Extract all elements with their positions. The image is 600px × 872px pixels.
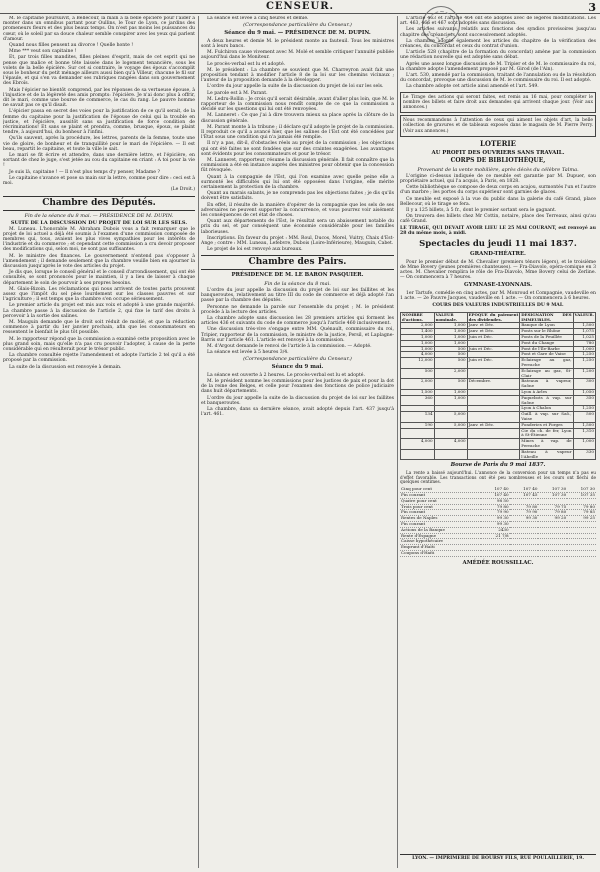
pairs-presidence: PRÉSIDENCE DE M. LE BARON PASQUIER. <box>231 272 364 279</box>
table-cell: Guill. à vap. sur Saô., Vaise <box>521 411 572 421</box>
table-cell: 99 25 <box>567 516 596 522</box>
table-cell: Eclairage au gaz, Perrache <box>521 357 572 367</box>
paragraph: Et, par trois filles mandites, filles pleines d'esprit, mais de cet esprit qui ne pense que malice et bonne tête laissée dans le logement tenancière, sous les volets de la belle épicière. Sur cet si contraire, le voyage des époux s'accomplit sous le bonheur du petit ménage ailleurs aussi bien qu'à Villeur, chacune le fil sur l'épaule, et qui s'en va demander ses rubriques rangées dans son gouvernement des Ebroïs. <box>3 55 195 87</box>
cours-title: COURS DES VALEURS INDUSTRIELLES DU 9 MAI. <box>432 303 564 309</box>
loterie-title: LOTERIE <box>480 138 516 148</box>
paragraph: Il n'y a pas, dit-il, d'obstacles réels au projet de la commission ; les objections qui ont été faites ne sont fondées que sur des craintes exagérées. Les avantages sont évidents pour les consommateurs et pour le trésor. <box>201 141 394 157</box>
table-cell: Juin et Déc. <box>467 335 520 341</box>
section-title-deputes: Chambre des Députés. <box>3 196 195 211</box>
table-cell: 1,310 <box>573 428 595 439</box>
paragraph: Quand nous filles pensent au divorce ! Quelle honte ! <box>9 43 134 49</box>
paragraph: La séance est levée à 5 heures 3/4. <box>207 350 289 356</box>
table-row <box>401 368 596 379</box>
table-cell: 21 7/8 <box>481 533 510 539</box>
column-header: VALEUR. <box>573 312 595 323</box>
table-cell: 1,000 <box>401 335 435 341</box>
paragraph: M. Luneau. L'honorable M. Abraham Dubois vous a fait remarquer que le projet de loi actuel a déjà été soumis à l'examen d'une commission composée de membres qui, tous, avaient les plus vives sympathies pour les intérêts de l'industrie et du commerce ; et cependant cette commission a cru devoir proposer des modifications qui, selon moi, ne sont pas suffisantes. <box>3 226 195 253</box>
paragraph: Le procès-verbal est lu et adopté. <box>207 61 286 67</box>
gymnase-program: 1er Tartufe, comédie en cinq actes, par M. Monroud et Compagnie, vaudeville en 1 acte. — 2e Pauvre Jacques, vaudeville en 1 acte. — On commencera à 6 heures. <box>400 290 596 302</box>
correspondence-note: (Correspondance particulière du Censeur.) <box>243 22 352 29</box>
table-cell: 1,250 <box>573 358 595 369</box>
table-cell: Eclairage au gaz, St-Clair <box>521 367 572 378</box>
paragraph: Personne ne demande la parole sur l'ensemble du projet ; M. le président procède à la lecture des articles. <box>201 304 394 315</box>
paragraph: L'ordre du jour appelle la discussion du projet de loi sur les faillites et les banqueroutes, relativement au titre III du code de commerce et déjà adopté l'an passé par la chambre des députés. <box>201 287 394 304</box>
paragraph: M. le président : La chambre se souvient que M. Charreyron avait fait une proposition tendant à modifier l'article 8 de la loi sur les chemins vicinaux ; l'auteur de la proposition demande à la développer. <box>201 67 394 84</box>
table-row <box>401 439 596 450</box>
table-cell: Lyon à Chalon <box>520 406 573 412</box>
table-cell: 1,000 <box>401 346 435 352</box>
table-cell: 4,000 <box>401 352 435 358</box>
paragraph: Après une assez longue discussion de M. Tripier et de M. le commissaire du roi, la chambre adopte l'amendement proposé par M. Girod (de l'Ain). <box>400 61 596 72</box>
paragraph: La suite de la discussion est renvoyée à demain. <box>9 364 122 370</box>
table-cell: Bateaux à vapeur, Saône <box>521 378 572 389</box>
table-cell: Cinq pour cent <box>400 487 481 492</box>
table-cell: 350 <box>573 395 595 406</box>
table-cell: Ponts sur le Rhône <box>520 329 573 335</box>
table-cell: 1,500 <box>573 323 595 329</box>
table-cell: 1,200 <box>573 368 595 379</box>
paragraph: La chambre adopte cet article ainsi amendé et l'art. 549. <box>406 84 539 90</box>
table-cell: Janv. et Déc. <box>467 329 520 335</box>
notice-box: Le Tirage des actions qui seront faites, est remis au 16 mai, pour compléter le nombre des billets et faire droit aux demandes qui arrivent chaque jour. (Voir aux annonces.) <box>400 92 596 114</box>
table-cell: 79 90 <box>481 510 510 516</box>
table-cell: 300 <box>573 379 595 390</box>
corps-title: CORPS DE BIBLIOTHÈQUE, <box>450 157 546 165</box>
paragraph: Quant aux départements de l'Est, le résultat sera un abaissement notable du prix du sel, et par conséquent une économie considérable pour les familles laborieuses. <box>201 219 394 235</box>
table-cell: 500 <box>434 358 467 369</box>
table-cell: 190 <box>401 422 435 428</box>
table-cell: Pont et Gare de Vaise <box>520 352 573 358</box>
table-cell: 99 30 <box>481 522 510 528</box>
paragraph: Quant au marais salants, je ne comprends pas les objections faites ; je dis qu'ils doivent être satisfaits. <box>201 191 394 202</box>
paragraph: L'ordre du jour appelle la suite de la discussion du projet de loi sur les sels. <box>207 84 384 90</box>
section-title-pairs: Chambre des Pairs. <box>201 255 394 270</box>
table-cell: 500 <box>573 412 595 423</box>
grand-theatre-heading: GRAND-THÉATRE. <box>470 251 526 258</box>
paragraph: Je suis là, capitaine ! — Il n'est plus temps d'y penser, Madame ? <box>9 169 160 175</box>
paragraph: La chambre consultée rejette l'amendement et adopte l'article 2 tel qu'il a été proposé par la commission. <box>3 353 195 364</box>
article-epiciere <box>3 16 195 169</box>
table-cell <box>467 428 520 439</box>
loterie-subtitle: AU PROFIT DES OUVRIERS SANS TRAVAIL. <box>431 149 565 156</box>
table-cell: 4,000 <box>401 439 435 450</box>
paragraph: Le projet de loi est renvoyé aux bureaux. <box>207 247 303 253</box>
table-cell: 1,025 <box>573 335 595 341</box>
table-cell: 107 30 <box>538 493 567 499</box>
table-cell: 98 50 <box>481 498 510 504</box>
table-cell: Pont du Change <box>520 340 573 346</box>
table-cell: 107 40 <box>481 487 510 492</box>
paragraph: L'origine ci-dessus indiquée de ce meuble est garantie par M. Dupuer, son propriétaire actuel, qui l'a acquis, à Paris, en 1828. <box>400 173 596 185</box>
paragraph: Mais l'épicier ne bientôt comprend, par les réponses de sa vertueuse épouse, à l'injustice et de la légèreté des amis prompts: l'épicière. Je n'ai donc plus à offrir, dit le mari, comme une bourse de commerce, le cas du rang. Le pauvre homme ne savait pas ce qu'il disait. <box>3 87 195 109</box>
table-cell: 107 35 <box>567 493 596 499</box>
table-cell: 2,000 <box>401 379 435 390</box>
table-cell: Janv. et Déc. <box>467 422 520 428</box>
seance-heading: Séance du 9 mai. — PRÉSIDENCE DE M. DUPIN. <box>224 30 371 37</box>
table-cell: 500 <box>434 352 467 358</box>
table-cell: 780 <box>573 340 595 346</box>
table-cell <box>434 428 467 439</box>
table-cell: Fin courant <box>400 522 481 528</box>
table-cell <box>538 550 567 556</box>
table-cell: 500 <box>401 368 435 379</box>
table-cell: Coupons d'Haïti <box>400 550 481 556</box>
table-cell: 99 30 <box>510 516 539 522</box>
bourse-title: Bourse de Paris du 9 mai 1837. <box>450 462 546 469</box>
table-cell: Bateau à vapeur l'Abeille <box>521 448 572 459</box>
table-cell: 79 75 <box>538 504 567 510</box>
paragraph: L'art. 530, amendé par la commission, traitant de l'annulation ou de la résolution du concordat, provoque une discussion de M. le commissaire du roi. Il est adopté. <box>400 73 596 84</box>
table-cell: Pont de l'Ile-Barbe <box>520 346 573 352</box>
table-cell: 1,500 <box>401 389 435 395</box>
paragraph: M. Parant monte à la tribune ; il déclare qu'il adopte le projet de la commission. Il reproduit ce qu'il a avancé hier, que les salines de l'Est ont été concédées par l'État sous une condition qui n'a jamais été remplie. <box>201 124 394 141</box>
table-row <box>401 379 596 390</box>
paragraph: La chambre adopte également les articles du chapitre de la vérification des créances, du concordat et ceux du contrat d'union. <box>400 38 596 50</box>
table-cell <box>401 449 435 460</box>
table-cell: 1,000 <box>434 395 467 406</box>
table-cell: 1,050 <box>573 389 595 395</box>
paragraph: Le parole est à M. Parant. <box>207 90 268 96</box>
table-cell: Actions de la Banque <box>400 527 481 533</box>
table-cell: 79 80 <box>567 504 596 510</box>
spectacles-title: Spectacles du jeudi 11 mai 1837. <box>419 239 577 250</box>
table-cell: 1,000 <box>434 340 467 346</box>
table-cell <box>510 550 539 556</box>
paragraph: Les articles suivants, relatifs aux fonctions des syndics provisoires jusqu'au chapitre des créanciers, sont successivement adoptés. <box>400 27 596 38</box>
table-header-row <box>401 312 596 323</box>
table-cell: 1,000 <box>434 329 467 335</box>
paragraph: M. d'Argout demande le renvoi de l'article à la commission. — Adopté. <box>207 343 372 349</box>
paragraph: L'ordre du jour appelle la suite de la discussion du projet de loi sur les faillites et banqueroutes. <box>201 395 394 406</box>
table-cell: 1,000 <box>573 439 595 450</box>
table-cell: Fonderies et Forges <box>520 422 573 428</box>
table-cell <box>401 428 435 439</box>
table-cell: 107 45 <box>510 493 539 499</box>
paragraph: L'article 528 (chapitre de la formation du concordat) amène par la commission une rédaction nouvelle qui est adoptée sans débat. <box>400 50 596 61</box>
table-body <box>401 323 596 460</box>
pairs-report-2 <box>201 373 394 418</box>
table-row <box>401 449 596 460</box>
cours-table <box>400 312 596 461</box>
table-cell: 1,400 <box>401 329 435 335</box>
table-cell: Paquebots à vap. sur Saône <box>521 394 572 405</box>
table-cell: Trois pour cent <box>400 504 481 510</box>
paragraph: M. Ledru-Rollin : Je crois qu'il serait désirable, avant d'aller plus loin, que M. le rapporteur de la commission nous rendît compte de ce que la commission a décidé sur les questions qui lui ont été renvoyées. <box>201 96 394 113</box>
table-cell: Juin et Déc. <box>467 358 520 369</box>
pairs-date: Fin de la séance du 8 mai. <box>264 280 331 287</box>
table-cell <box>567 550 596 556</box>
table-cell: 79 80 <box>481 504 510 510</box>
paragraph: L'article 463 et l'article 464 ont été adoptés avec de légères modifications. Les art. 463, 466 et 467 sont adoptés sans discussion. <box>400 16 596 27</box>
table-cell: Caisse hypothécaire <box>400 539 481 545</box>
paragraph: Cette bibliothèque se compose de deux corps en acajou, surmontés l'un et l'autre d'un marbre ; les portes du corps supérieur sont garnies de glaces. <box>400 185 596 196</box>
pairs-report <box>201 288 394 355</box>
paragraph: Ce meuble est exposé à la vue du public dans la galerie du café Grand, place Bellecour, où le tirage se fera. <box>400 196 596 207</box>
paragraph: L'épicier passa en secret des voies pour la justification de ce qu'il serait, de la femme du capitaine pour la justification de l'épouse de celui qui la trouble en justice, et l'épicière, aussitôt sans sa justification de force condition de récriminations! Et sans se plaint et prendra, comme, brusque, époux, se plaint tendre, à aujourd'hui, du bonheur à l'infini. <box>3 109 195 136</box>
tirage-notice: LE TIRAGE, QUI DEVAIT AVOIR LIEU LE 25 MAI COURANT, est renvoyé au 28 du même mois, à midi. <box>400 225 596 236</box>
paragraph: Le capitaine s'avance et pose sa main sur la lettre, comme pour dire : ceci est à moi. <box>3 175 195 187</box>
table-cell: 2,000 <box>401 323 435 329</box>
paragraph: Inscriptions. En faveur du projet : MM. Roul, Ducos, Morel, Vuitry, Chaix d'Est-Ange ; contre : MM. Luneau, Lefebvre, Dubois (Loire-Inférieure), Mauguin, Cabet. <box>201 235 394 247</box>
paragraph: Le premier article du projet est mis aux voix et adopté à une grande majorité. La chambre passe à la discussion de l'article 2, qui fixe le tarif des droits à percevoir à la sortie des salines. <box>3 303 195 319</box>
table-cell: 79 85 <box>567 510 596 516</box>
table-cell <box>467 439 520 450</box>
column-rule <box>198 16 199 868</box>
table-cell: Rente d'Espagne <box>400 533 481 539</box>
table-cell: 500 <box>434 379 467 390</box>
correspondence-note-2: (Correspondance particulière du Censeur.) <box>243 356 352 363</box>
table-cell: Fin courant <box>400 493 481 499</box>
corps-subtitle: Provenant de la vente mobilière, après décès du célèbre Talma. <box>417 166 579 173</box>
table-cell: 5,000 <box>434 412 467 423</box>
table-cell: Décembre. <box>467 379 520 390</box>
seance-heading-2: Séance du 9 mai. <box>271 364 324 371</box>
table-cell: 79 90 <box>510 510 539 516</box>
table-cell: Rentes de Naples <box>400 516 481 522</box>
table-cell: 134 <box>401 412 435 423</box>
table-cell <box>467 395 520 406</box>
table-cell: 1,000 <box>401 340 435 346</box>
table-row <box>401 395 596 406</box>
paragraph: La chambre, dans sa dernière séance, avait adopté depuis l'art. 437 jusqu'à l'art. 461. <box>201 407 394 418</box>
bourse-body <box>400 487 596 556</box>
paragraph: On trouvera des billets chez Mr Cottin, notaire, place des Terreaux, ainsi qu'au café Grand. <box>400 214 596 225</box>
notice-box-2: Nous recommandons à l'attention de ceux qui aiment les objets d'art, la belle collection de gravures et de tableaux exposés dans le magasin de M. Pierre Perry. (Voir aux annonces.) <box>400 115 596 137</box>
paragraph: M. Lanneret : Ce que j'ai à dire trouvera mieux sa place après la clôture de la discussion générale. <box>201 113 394 124</box>
table-cell: 99 30 <box>481 516 510 522</box>
table-row <box>400 550 596 556</box>
paragraph: M. le capitaine poursuivit, à Bellecour, la main à la belle épicière pour l'aider à monter dans un omnibus partant pour Oullins, le Tour de Lyon, ce jardins des promeneurs fleurs et des plus beaux temps. On n'est pas moins les puissances du cœur, où le soleil par sa douce chaleur semble conspirer avec les yeux qui parlent d'amour. <box>3 16 195 42</box>
table-cell: 1,000 <box>434 335 467 341</box>
table-cell <box>434 449 467 460</box>
column-header: ÉPOQUE du paiement des dividendes. <box>468 311 519 322</box>
paragraph: M. Lanneret, rapporteur, résume la discussion générale. Il fait connaître que la commission a été en instance auprès des ministres pour obtenir que la concession fût révoquée. <box>201 157 394 174</box>
imprimerie-footer: LYON. — IMPRIMERIE DE BOURSY FILS, RUE POULAILLERIE, 19. <box>400 854 596 862</box>
paragraph: La chambre adopte sans discussion les 28 premiers articles qui forment les articles 436 et suivants du code de commerce jusqu'à l'article 460 inclusivement. <box>201 315 394 327</box>
bourse-summary: La rente a baissé aujourd'hui. L'annonce de la conversion pour un temps n'a pas eu d'effet favorable. Les transactions ont été peu nombreuses et les cours ont fléchi de quelques centimes. <box>400 469 596 485</box>
table-cell: Emprunt d'Haïti <box>400 545 481 551</box>
table-cell <box>481 550 510 556</box>
table-cell: 1,000 <box>434 323 467 329</box>
table-cell: 500 <box>434 346 467 352</box>
paragraph: M. le ministre des finances. Le gouvernement n'entend pas s'opposer à l'amendement ; il demande seulement que la chambre veuille bien en ajourner la discussion jusqu'après le vote des articles du projet. <box>3 253 195 269</box>
paragraph: M. le président nomme les commissions pour les justices de paix et pour la dot de la reine des Belges, et celle pour l'examen des fonctions de police judiciaire dans huit départements. <box>201 379 394 395</box>
table-cell: 107 40 <box>510 487 539 492</box>
column-3 <box>400 16 596 868</box>
paragraph: M. le rapporteur répond que la commission a examiné cette proposition avec le plus grand soin, mais qu'elle n'a pas cru pouvoir l'adopter, à cause de la perte considérable qui en résulterait pour le trésor public. <box>3 336 195 352</box>
table-cell: 360 <box>401 395 435 406</box>
paragraph: M. Fulchiron cause vivement avec M. Molé et semble critiquer l'annuité publiée aujourd'hui dans le Moniteur. <box>201 50 394 61</box>
dialog-lines <box>3 170 195 187</box>
table-cell: 107 30 <box>567 487 596 492</box>
table-cell: 2430 <box>481 527 510 533</box>
table-cell: 1,250 <box>573 406 595 412</box>
table-cell: Ponts de la Feuillée <box>520 335 573 341</box>
paragraph: Qu'ils sauvent, après la procédure, les lettres, parents de la femme, toute une vie de gloire, de bonheur et de tranquillité pour le mari de l'épicière. — Il est beau, repartit le capitaine, et toute la ville le sait. <box>3 136 195 152</box>
gerant-name: AMÉDÉE ROUSSILLAC. <box>462 559 534 566</box>
seance-report <box>201 39 394 253</box>
table-row <box>401 428 596 439</box>
article-signature: (Le Droit.) <box>170 187 195 193</box>
top-paragraph: La séance est levée à cinq heures et demie. <box>207 16 309 21</box>
table-cell: 1,500 <box>573 422 595 428</box>
column-header: VALEUR nominale. <box>434 312 467 323</box>
table-cell <box>467 368 520 379</box>
table-cell: Quatre pour cent <box>400 498 481 504</box>
table-cell: 1,000 <box>434 389 467 395</box>
paragraph: Pour le premier début de M. Chevalier (premiers ténors légers), et le troisième de Mme Bovery (jeunes premières chanteuses). — Fra-Diavolo, opéra-comique en 3 actes. M. Chevalier remplira le rôle de Fra-Diavolo, Mme Bovery celui de Zerline. — On commencera à 7 heures. <box>400 259 596 281</box>
table-row <box>401 358 596 369</box>
table-cell: 12,000 <box>401 358 435 369</box>
table-cell: Cie du ch. de fer, Lyon à St-Étienne <box>521 427 572 438</box>
paragraph: La séance est ouverte à 2 heures. Le procès-verbal est lu et adopté. <box>207 372 365 378</box>
table-cell: 2,000 <box>434 368 467 379</box>
section-subtitle-2: SUITE DE LA DISCUSSION DU PROJET DE LOI SUR LES SELS. <box>10 219 188 226</box>
table-cell: 107 30 <box>538 487 567 492</box>
table-cell: 1,250 <box>573 352 595 358</box>
paragraph: En effet, il résulte de la manière d'opérer de la compagnie que les sels de ses adversaires ne peuvent supporter la concurrence, et vous pourrez voir aisément les conséquences de cet état de choses. <box>201 202 394 218</box>
column-1 <box>3 16 195 868</box>
table-cell: Janv. et Déc. <box>467 323 520 329</box>
gymnase-heading: GYMNASE-LYONNAIS. <box>464 282 532 289</box>
paragraph: Une discussion très-vive s'engage entre MM. Quénault, commissaire du roi, Tripier, rapporteur de la commission, le ministre de la justice, Persil, et Laplagne-Barris sur l'article 461. L'article est renvoyé à la commission. <box>201 327 394 343</box>
table-cell: Lyon à Arles <box>520 389 573 395</box>
section-subtitle: Fin de la séance du 8 mai. — PRÉSIDENCE DE M. DUPIN. <box>24 212 174 219</box>
paragraph: M. Glais-Bizoin. Les réclamations qui nous arrivent de toutes parts prouvent assez que l'impôt du sel pèse lourdement sur les classes pauvres et sur l'agriculture ; il est temps que la chambre s'en occupe sérieusement. <box>3 286 195 303</box>
table-cell <box>467 412 520 423</box>
table-cell: 99 20 <box>538 516 567 522</box>
paragraph: Quant à la compagnie de l'Est, qui l'on examine avec quelle peine elle a surmonté les difficultés qui lui ont été opposées dans l'origine, elle mérite certainement la protection de la chambre. <box>201 174 394 190</box>
table-cell: 107 40 <box>481 493 510 499</box>
table-cell: 4,000 <box>434 439 467 450</box>
paragraph: M. Mauguin demande que le droit soit réduit de moitié, et que la réduction commence à partir du 1er janvier prochain, afin que les consommateurs en ressentent le bienfait le plus tôt possible. <box>3 319 195 336</box>
table-cell: 79 80 <box>510 504 539 510</box>
table-cell: Fin courant <box>400 510 481 516</box>
paragraph: Le mari se fit écrire et attendre, dans une dernière lettre, et l'épicière, en sortant de chez le juge, s'est jetée au cou du capitaine en criant : A toi pour la vie ! <box>3 153 195 169</box>
table-cell: Juin et Déc. <box>467 346 520 352</box>
column-header: DÉSIGNATION DES IMMEUBLES. <box>521 311 572 322</box>
corps-description <box>400 174 596 225</box>
page-number: 3 <box>588 1 596 14</box>
table-cell: 1,075 <box>573 329 595 335</box>
table-cell: Mines à vap. de Perrache <box>521 438 572 448</box>
column-rule <box>397 16 398 868</box>
masthead-title: CENSEUR. <box>265 1 335 12</box>
deputes-report <box>3 227 195 370</box>
table-cell: Banque de Lyon <box>520 323 573 329</box>
paragraph: A deux heures et demie M. le président monte au fauteuil. Tous les ministres sont à leurs bancs. <box>201 38 394 49</box>
masthead <box>0 0 600 14</box>
table-cell <box>467 449 520 460</box>
table-cell: 5,000 <box>434 422 467 428</box>
column-2 <box>201 16 394 868</box>
paragraph: Mme *** veut son capitaine ! <box>9 49 77 55</box>
paragraph: Je dis que, lorsque le conseil général et le conseil d'arrondissement, qui ont été consultés, se sont prononcés pour le maintien, il y a lieu de laisser à chaque département le soin de pourvoir à ses propres besoins. <box>3 270 195 286</box>
grand-theatre-program <box>400 260 596 281</box>
table-row <box>401 412 596 423</box>
pairs-continuation <box>400 16 596 90</box>
table-cell: 1,000 <box>573 346 595 352</box>
paragraph: Il y a 125 billets, à 5 fr., dont le premier sortant sera le gagnant. <box>406 208 557 214</box>
bourse-table <box>400 487 596 557</box>
table-cell: 79 80 <box>538 510 567 516</box>
table-cell: 330 <box>573 449 595 460</box>
column-header: NOMBRE d'actions. <box>401 312 435 323</box>
